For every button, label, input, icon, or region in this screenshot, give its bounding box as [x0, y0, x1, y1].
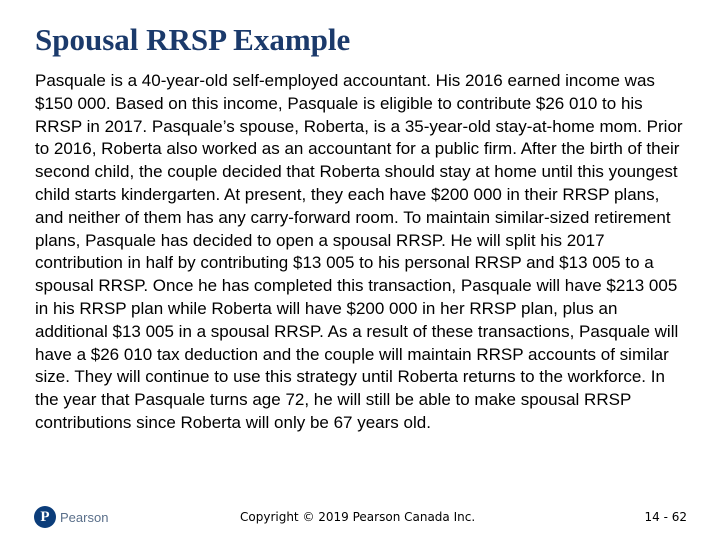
copyright-notice: Copyright © 2019 Pearson Canada Inc.	[240, 510, 476, 524]
page-number: 14 - 62	[644, 510, 687, 524]
pearson-logo-icon: P	[34, 506, 56, 528]
pearson-logo	[34, 506, 108, 528]
slide-title: Spousal RRSP Example	[35, 22, 351, 57]
slide-body-text: Pasquale is a 40-year-old self-employed accountant. His 2016 earned income was $150 000. Based on this income, Pasquale is eligible to contribute $26 010 to his RRSP in 2017. Pasquale’s spouse, Roberta, is a 35-year-old stay-at-home mom. Prior to 2016, Roberta also worked as an accountant for a public firm. After the birth of their second child, the couple decided that Roberta should stay at home until this youngest child starts kindergarten. At present, they each have $200 000 in their RRSP plans, and neither of them has any carry-forward room. To maintain similar-sized retirement plans, Pasquale has decided to open a spousal RRSP. He will split his 2017 contribution in half by contributing $13 005 to his personal RRSP and $13 005 to a spousal RRSP. Once he has completed this transaction, Pasquale will have $213 005 in his RRSP plan while Roberta will have $200 000 in her RRSP plan, plus an additional $13 005 in a spousal RRSP. As a result of these transactions, Pasquale will have a $26 010 tax deduction and the couple will maintain RRSP accounts of similar size. They will continue to use this strategy until Roberta returns to the workforce. In the year that Pasquale turns age 72, he will still be able to make spousal RRSP contributions since Roberta will only be 67 years old.	[35, 71, 683, 432]
pearson-logo-text: Pearson	[60, 509, 109, 525]
slide-footer	[0, 500, 720, 536]
